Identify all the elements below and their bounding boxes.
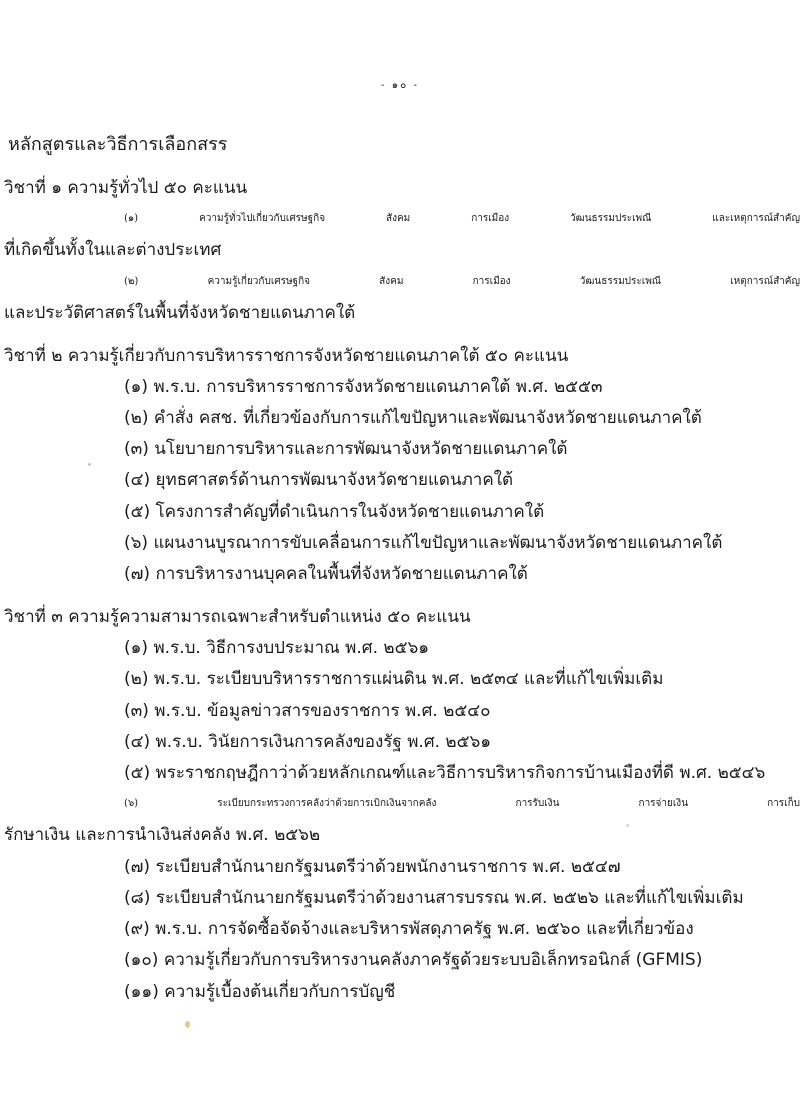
subject-3-item-4: (๔) พ.ร.บ. วินัยการเงินการคลังของรัฐ พ.ศ. ๒๕๖๑ bbox=[124, 732, 492, 752]
subject-2-item-5: (๕) โครงการสำคัญที่ดำเนินการในจังหวัดชายแดนภาคใต้ bbox=[124, 502, 545, 522]
subject-3-item-10: (๑๐) ความรู้เกี่ยวกับการบริหารงานคลังภาครัฐด้วยระบบอิเล็กทรอนิกส์ (GFMIS) bbox=[124, 950, 703, 970]
scan-speck bbox=[185, 1021, 190, 1028]
subject-2-item-6: (๖) แผนงานบูรณาการขับเคลื่อนการแก้ไขปัญหาและพัฒนาจังหวัดชายแดนภาคใต้ bbox=[124, 533, 723, 553]
page-number: - ๑๐ - bbox=[380, 80, 420, 91]
subject-3-item-1: (๑) พ.ร.บ. วิธีการงบประมาณ พ.ศ. ๒๕๖๑ bbox=[124, 638, 430, 658]
subject-3-item-8: (๘) ระเบียบสำนักนายกรัฐมนตรีว่าด้วยงานสารบรรณ พ.ศ. ๒๕๒๖ และที่แก้ไขเพิ่มเติม bbox=[124, 888, 744, 908]
subject-3-item-7: (๗) ระเบียบสำนักนายกรัฐมนตรีว่าด้วยพนักงานราชการ พ.ศ. ๒๕๔๗ bbox=[124, 857, 621, 877]
subject-3-item-6: (๖) ระเบียบกระทรวงการคลังว่าด้วยการเบิกเงินจากคลัง การรับเงิน การจ่ายเงิน การเก็บ bbox=[124, 798, 800, 809]
subject-1-item-2-cont: และประวัติศาสตร์ในพื้นที่จังหวัดชายแดนภาคใต้ bbox=[4, 303, 356, 323]
subject-2-item-7: (๗) การบริหารงานบุคคลในพื้นที่จังหวัดชายแดนภาคใต้ bbox=[124, 564, 528, 584]
subject-2-title: วิชาที่ ๒ ความรู้เกี่ยวกับการบริหารราชการจังหวัดชายแดนภาคใต้ ๕๐ คะแนน bbox=[4, 346, 569, 366]
subject-3-item-9: (๙) พ.ร.บ. การจัดซื้อจัดจ้างและบริหารพัสดุภาครัฐ พ.ศ. ๒๕๖๐ และที่เกี่ยวข้อง bbox=[124, 919, 694, 939]
subject-2-item-2: (๒) คำสั่ง คสช. ที่เกี่ยวข้องกับการแก้ไขปัญหาและพัฒนาจังหวัดชายแดนภาคใต้ bbox=[124, 408, 702, 428]
subject-1-title: วิชาที่ ๑ ความรู้ทั่วไป ๕๐ คะแนน bbox=[4, 178, 248, 198]
subject-1-item-1: (๑) ความรู้ทั่วไปเกี่ยวกับเศรษฐกิจ สังคม การเมือง วัฒนธรรมประเพณี และเหตุการณ์สำคัญ bbox=[124, 213, 800, 224]
scan-speck bbox=[626, 824, 629, 827]
subject-3-item-5: (๕) พระราชกฤษฎีกาว่าด้วยหลักเกณฑ์และวิธีการบริหารกิจการบ้านเมืองที่ดี พ.ศ. ๒๕๔๖ bbox=[124, 763, 766, 783]
scan-speck bbox=[88, 463, 91, 466]
subject-2-item-4: (๔) ยุทธศาสตร์ด้านการพัฒนาจังหวัดชายแดนภาคใต้ bbox=[124, 470, 514, 490]
subject-2-item-3: (๓) นโยบายการบริหารและการพัฒนาจังหวัดชายแดนภาคใต้ bbox=[124, 439, 568, 459]
subject-3-title: วิชาที่ ๓ ความรู้ความสามารถเฉพาะสำหรับตำแหน่ง ๕๐ คะแนน bbox=[4, 607, 471, 627]
section-heading: หลักสูตรและวิธีการเลือกสรร bbox=[8, 134, 228, 155]
subject-3-item-2: (๒) พ.ร.บ. ระเบียบบริหารราชการแผ่นดิน พ.ศ. ๒๕๓๔ และที่แก้ไขเพิ่มเติม bbox=[124, 669, 664, 689]
subject-2-item-1: (๑) พ.ร.บ. การบริหารราชการจังหวัดชายแดนภาคใต้ พ.ศ. ๒๕๕๓ bbox=[124, 377, 603, 397]
subject-3-item-11: (๑๑) ความรู้เบื้องต้นเกี่ยวกับการบัญชี bbox=[124, 982, 396, 1002]
subject-3-item-6-cont: รักษาเงิน และการนำเงินส่งคลัง พ.ศ. ๒๕๖๒ bbox=[4, 825, 321, 845]
subject-3-item-3: (๓) พ.ร.บ. ข้อมูลข่าวสารของราชการ พ.ศ. ๒๕๔๐ bbox=[124, 701, 491, 721]
subject-1-item-2: (๒) ความรู้เกี่ยวกับเศรษฐกิจ สังคม การเมือง วัฒนธรรมประเพณี เหตุการณ์สำคัญ bbox=[124, 276, 800, 287]
subject-1-item-1-cont: ที่เกิดขึ้นทั้งในและต่างประเทศ bbox=[4, 240, 222, 260]
